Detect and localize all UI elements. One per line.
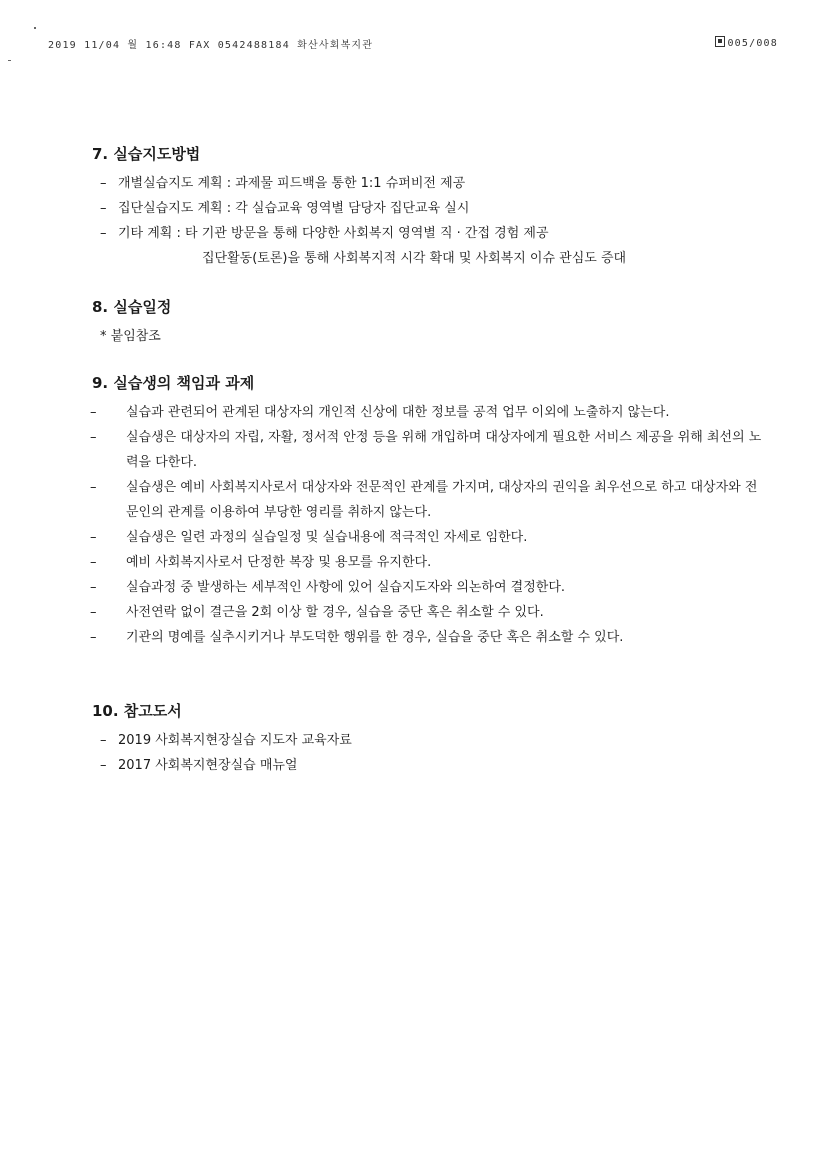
dash-marker: – xyxy=(90,430,97,445)
list-item xyxy=(90,475,766,525)
scan-speck xyxy=(8,60,11,61)
page-icon xyxy=(715,36,725,47)
dash-marker: – xyxy=(90,480,97,495)
list-item xyxy=(92,753,752,778)
list-item xyxy=(90,600,766,625)
dash-marker: – xyxy=(100,226,107,241)
scan-speck xyxy=(34,27,36,29)
section-title: 10. 참고도서 xyxy=(92,702,182,720)
list-item-text: 2019 사회복지현장실습 지도자 교육자료 xyxy=(118,733,352,748)
list-item-text: 집단실습지도 계획 : 각 실습교육 영역별 담당자 집단교육 실시 xyxy=(118,201,470,216)
dash-marker: – xyxy=(90,630,97,645)
dash-marker: – xyxy=(100,758,107,773)
section-teaching-method xyxy=(92,143,752,271)
fax-page-number: 005/008 xyxy=(727,38,778,49)
dash-marker: – xyxy=(90,405,97,420)
list-item-text: 실습생은 대상자의 자립, 자활, 정서적 안정 등을 위해 개입하며 대상자에게 필요한 서비스 제공을 위해 최선의 노력을 다한다. xyxy=(126,430,762,470)
list-item-text: 실습생은 일련 과정의 실습일정 및 실습내용에 적극적인 자세로 임한다. xyxy=(126,530,528,545)
list-item-text: 기관의 명예를 실추시키거나 부도덕한 행위를 한 경우, 실습을 중단 혹은 취소할 수 있다. xyxy=(126,630,624,645)
fax-header xyxy=(48,36,778,50)
list-item-text: 기타 계획 : 타 기관 방문을 통해 다양한 사회복지 영역별 직 · 간접 경험 제공 xyxy=(118,226,549,241)
dash-marker: – xyxy=(100,201,107,216)
list-item xyxy=(92,728,752,753)
section-schedule xyxy=(92,296,752,349)
list-item xyxy=(90,575,766,600)
list-item xyxy=(90,400,766,425)
fax-page-counter xyxy=(715,36,778,49)
fax-transmission-line: 2019 11/04 월 16:48 FAX 0542488184 화산사회복지관 xyxy=(48,40,374,51)
list-item xyxy=(90,550,766,575)
section-title: 9. 실습생의 책임과 과제 xyxy=(92,374,255,392)
list-item xyxy=(92,171,752,196)
list-item-text: 실습생은 예비 사회복지사로서 대상자와 전문적인 관계를 가지며, 대상자의 권익을 최우선으로 하고 대상자와 전문인의 관계를 이용하여 부당한 영리를 취하지 않는다. xyxy=(126,480,758,520)
dash-marker: – xyxy=(90,555,97,570)
list-item-text: 2017 사회복지현장실습 매뉴얼 xyxy=(118,758,298,773)
list-item xyxy=(92,196,752,221)
section-responsibilities xyxy=(90,372,762,650)
list-item-text: 실습과정 중 발생하는 세부적인 사항에 있어 실습지도자와 의논하여 결정한다. xyxy=(126,580,566,595)
list-item-text: 사전연락 없이 결근을 2회 이상 할 경우, 실습을 중단 혹은 취소할 수 있다. xyxy=(126,605,544,620)
list-item xyxy=(90,625,766,650)
section-title: 8. 실습일정 xyxy=(92,298,172,316)
dash-marker: – xyxy=(90,605,97,620)
list-item-text: 예비 사회복지사로서 단정한 복장 및 용모를 유지한다. xyxy=(126,555,432,570)
section-references xyxy=(92,700,752,778)
list-item-text: 실습과 관련되어 관계된 대상자의 개인적 신상에 대한 정보를 공적 업무 이외에 노출하지 않는다. xyxy=(126,405,670,420)
list-item xyxy=(90,425,766,475)
list-item xyxy=(90,525,766,550)
section-title: 7. 실습지도방법 xyxy=(92,145,201,163)
dash-marker: – xyxy=(100,176,107,191)
schedule-note: * 붙임참조 xyxy=(100,329,161,344)
list-item-continuation: 집단활동(토론)을 통해 사회복지적 시각 확대 및 사회복지 이슈 관심도 증대 xyxy=(202,251,627,266)
list-item-text: 개별실습지도 계획 : 과제물 피드백을 통한 1:1 슈퍼비전 제공 xyxy=(118,176,466,191)
dash-marker: – xyxy=(90,580,97,595)
dash-marker: – xyxy=(90,530,97,545)
dash-marker: – xyxy=(100,733,107,748)
list-item xyxy=(92,221,752,246)
